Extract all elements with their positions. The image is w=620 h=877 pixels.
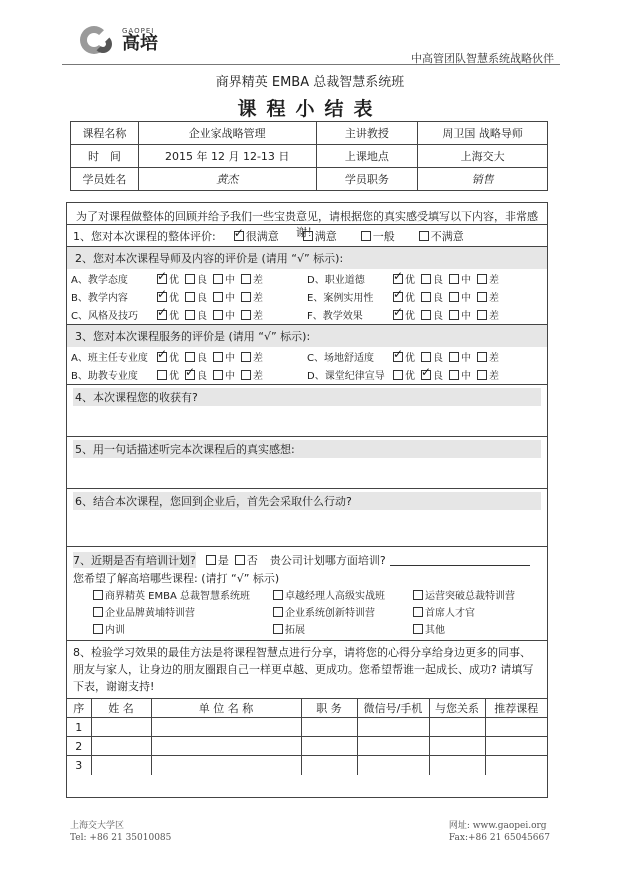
footer-tel: Tel: +86 21 35010085	[70, 833, 172, 843]
q2-rating-label: 优	[169, 275, 179, 286]
program-name: 商界精英 EMBA 总裁智慧系统班	[215, 75, 405, 90]
q2-rating-label: 中	[225, 311, 235, 322]
q2-rating-checkbox[interactable]	[157, 310, 167, 320]
logo-cn: 高培	[122, 32, 158, 54]
course-checkbox[interactable]	[413, 607, 423, 617]
referral-cell[interactable]	[485, 756, 547, 775]
q5-section[interactable]	[67, 437, 547, 489]
q3-rating-checkbox[interactable]	[477, 352, 487, 362]
info-label-position: 学员职务	[316, 168, 418, 191]
q2-rating-checkbox[interactable]	[213, 310, 223, 320]
q2-rating-label: 中	[225, 275, 235, 286]
q3-rating-checkbox[interactable]	[213, 370, 223, 380]
footer-left	[70, 820, 171, 844]
referral-cell[interactable]	[91, 756, 151, 775]
student-name-signature[interactable]: 黄杰	[138, 168, 316, 191]
q3-rating-option[interactable]	[393, 349, 415, 364]
q2-item	[71, 271, 307, 286]
referral-cell[interactable]	[91, 718, 151, 737]
q8-text: 8、检验学习效果的最佳方法是将课程智慧点进行分享，请将您的心得分享给身边更多的同事、朋友与家人，让身边的朋友圈跟自己一样更卓越、更成功。您希望帮谁一起成长、成功? 请填写下表，谢谢支持!	[73, 646, 534, 693]
q2-rating-option[interactable]	[393, 271, 415, 286]
q3-item	[307, 349, 543, 364]
q1-checkbox[interactable]	[361, 231, 371, 241]
q2-rating-label: 差	[253, 275, 263, 286]
q2-rating-checkbox[interactable]	[449, 274, 459, 284]
q7-topic-label: 贵公司计划哪方面培训?	[269, 554, 386, 567]
q3-rating-checkbox[interactable]	[185, 370, 195, 380]
q2-item-label: D、职业道德	[307, 275, 365, 286]
q3-rating-label: 良	[433, 353, 443, 364]
q3-rating-option[interactable]	[185, 367, 207, 382]
q2-rating-checkbox[interactable]	[157, 274, 167, 284]
q2-rating-label: 中	[461, 293, 471, 304]
q7-no-checkbox[interactable]	[235, 555, 245, 565]
info-label-professor: 主讲教授	[316, 122, 418, 145]
q3-rating-checkbox[interactable]	[393, 352, 403, 362]
survey-form	[66, 202, 548, 798]
q1-label: 1、您对本次课程的整体评价:	[73, 229, 216, 243]
course-checkbox[interactable]	[413, 590, 423, 600]
q2-item-label: A、教学态度	[71, 275, 128, 286]
q7-topic-input[interactable]	[390, 554, 530, 566]
q3-item	[307, 367, 543, 382]
q2-rating-label: 差	[253, 293, 263, 304]
q3-item-label: B、助教专业度	[71, 371, 138, 382]
q3-rating-checkbox[interactable]	[241, 352, 251, 362]
referral-cell[interactable]	[429, 718, 485, 737]
q3-item-label: D、课堂纪律宣导	[307, 371, 385, 382]
referral-cell[interactable]	[301, 737, 357, 756]
page-title: 课程小结表	[237, 98, 383, 120]
footer-fax: Fax:+86 21 65045667	[448, 833, 550, 843]
referral-row	[67, 756, 547, 775]
q3-rating-checkbox[interactable]	[157, 352, 167, 362]
q1-checkbox[interactable]	[234, 231, 244, 241]
q2-rating-checkbox[interactable]	[477, 310, 487, 320]
referral-header-cell: 单 位 名 称	[151, 699, 301, 718]
q3-rating-checkbox[interactable]	[393, 370, 403, 380]
q2-rating-option[interactable]	[449, 271, 471, 286]
q2-rating-option[interactable]	[185, 289, 207, 304]
referral-cell[interactable]	[485, 737, 547, 756]
referral-header-row	[67, 699, 547, 718]
course-label: 拓展	[285, 625, 305, 636]
footer-website: 网址: www.gaopei.org	[448, 821, 547, 831]
q2-rating-label: 良	[433, 293, 443, 304]
q6-section[interactable]	[67, 489, 547, 547]
q3-rating-option[interactable]	[213, 367, 235, 382]
info-course-name[interactable]: 企业家战略管理	[138, 122, 316, 145]
q3-item-label: C、场地舒适度	[307, 353, 374, 364]
course-checkbox[interactable]	[273, 590, 283, 600]
q2-rating-checkbox[interactable]	[477, 292, 487, 302]
course-option[interactable]	[93, 621, 267, 636]
info-label-course: 课程名称	[71, 122, 139, 145]
q2-rating-checkbox[interactable]	[241, 310, 251, 320]
q1-row	[67, 225, 547, 247]
q2-grid	[67, 269, 547, 324]
logo-mark-icon	[80, 24, 118, 56]
q4-label: 4、本次课程您的收获有?	[73, 388, 541, 406]
q3-rating-option[interactable]	[393, 367, 415, 382]
course-checkbox[interactable]	[273, 624, 283, 634]
q2-rating-checkbox[interactable]	[157, 292, 167, 302]
referral-header-cell: 与您关系	[429, 699, 485, 718]
course-option[interactable]	[413, 604, 537, 619]
q6-label: 6、结合本次课程，您回到企业后，首先会采取什么行动?	[73, 492, 541, 510]
q2-section	[67, 247, 547, 325]
q1-options	[234, 228, 488, 244]
q3-rating-label: 良	[197, 371, 207, 382]
q2-rating-label: 中	[461, 311, 471, 322]
q2-rating-option[interactable]	[213, 271, 235, 286]
referral-cell[interactable]	[485, 718, 547, 737]
q1-option[interactable]	[361, 228, 395, 244]
student-position-signature[interactable]: 销售	[418, 168, 548, 191]
q2-rating-checkbox[interactable]	[241, 274, 251, 284]
q2-rating-option[interactable]	[421, 307, 443, 322]
q3-rating-checkbox[interactable]	[157, 370, 167, 380]
q3-rating-checkbox[interactable]	[477, 370, 487, 380]
q3-rating-option[interactable]	[157, 367, 179, 382]
q2-rating-label: 优	[405, 275, 415, 286]
q2-rating-label: 良	[433, 275, 443, 286]
course-checkbox[interactable]	[93, 607, 103, 617]
q2-rating-label: 差	[489, 275, 499, 286]
q2-rating-option[interactable]	[213, 289, 235, 304]
q2-rating-label: 差	[489, 293, 499, 304]
q2-rating-option[interactable]	[449, 307, 471, 322]
q2-rating-option[interactable]	[477, 271, 499, 286]
course-options	[73, 587, 541, 636]
course-option[interactable]	[93, 604, 267, 619]
q2-rating-label: 优	[169, 293, 179, 304]
q2-rating-checkbox[interactable]	[421, 292, 431, 302]
footer-campus: 上海交大学区	[70, 821, 125, 831]
q3-rating-label: 中	[225, 353, 235, 364]
q3-rating-checkbox[interactable]	[449, 352, 459, 362]
q2-item-label: B、教学内容	[71, 293, 128, 304]
q2-rating-label: 优	[169, 311, 179, 322]
q2-rating-option[interactable]	[157, 289, 179, 304]
course-label: 首席人才官	[425, 608, 475, 619]
q2-rating-option[interactable]	[477, 289, 499, 304]
course-checkbox[interactable]	[93, 590, 103, 600]
referral-cell[interactable]	[151, 737, 301, 756]
referral-cell[interactable]	[429, 737, 485, 756]
q3-rating-option[interactable]	[477, 349, 499, 364]
q3-rating-label: 差	[253, 353, 263, 364]
q2-item	[71, 307, 307, 322]
course-label: 卓越经理人高级实战班	[285, 591, 385, 602]
q2-rating-option[interactable]	[157, 307, 179, 322]
referral-cell[interactable]	[301, 718, 357, 737]
q3-rating-label: 优	[169, 371, 179, 382]
referral-header-cell: 姓 名	[91, 699, 151, 718]
gaopei-logo	[80, 24, 158, 56]
q1-option[interactable]	[419, 228, 464, 244]
referral-row-number: 1	[67, 718, 91, 737]
referral-header-cell: 推荐课程	[485, 699, 547, 718]
q3-rating-option[interactable]	[241, 367, 263, 382]
referral-cell[interactable]	[357, 718, 429, 737]
referral-cell[interactable]	[357, 737, 429, 756]
q2-rating-checkbox[interactable]	[449, 310, 459, 320]
course-label: 内训	[105, 625, 125, 636]
q3-rating-checkbox[interactable]	[185, 352, 195, 362]
course-label: 运营突破总裁特训营	[425, 591, 515, 602]
q2-rating-option[interactable]	[185, 307, 207, 322]
q3-rating-label: 差	[489, 371, 499, 382]
course-label: 企业品牌黄埔特训营	[105, 608, 195, 619]
q3-rating-label: 优	[405, 353, 415, 364]
q3-rating-checkbox[interactable]	[213, 352, 223, 362]
referral-row	[67, 737, 547, 756]
footer-right	[449, 820, 550, 844]
q3-rating-label: 差	[253, 371, 263, 382]
course-label: 商界精英 EMBA 总裁智慧系统班	[105, 591, 251, 602]
referral-cell[interactable]	[91, 737, 151, 756]
q2-rating-option[interactable]	[241, 289, 263, 304]
q2-rating-checkbox[interactable]	[241, 292, 251, 302]
q3-rating-option[interactable]	[157, 349, 179, 364]
q3-rating-label: 优	[169, 353, 179, 364]
q2-rating-option[interactable]	[157, 271, 179, 286]
q2-rating-option[interactable]	[477, 307, 499, 322]
referral-cell[interactable]	[151, 756, 301, 775]
q2-rating-label: 优	[405, 293, 415, 304]
q2-rating-checkbox[interactable]	[421, 274, 431, 284]
course-option[interactable]	[413, 587, 537, 602]
q3-rating-option[interactable]	[213, 349, 235, 364]
q3-rating-label: 良	[197, 353, 207, 364]
q2-rating-option[interactable]	[241, 271, 263, 286]
q2-rating-label: 差	[253, 311, 263, 322]
course-option[interactable]	[273, 604, 407, 619]
q2-rating-checkbox[interactable]	[421, 310, 431, 320]
q2-rating-option[interactable]	[449, 289, 471, 304]
referral-cell[interactable]	[429, 756, 485, 775]
q2-item-label: F、教学效果	[307, 311, 363, 322]
q3-rating-label: 优	[405, 371, 415, 382]
q3-rating-checkbox[interactable]	[421, 352, 431, 362]
q3-section	[67, 325, 547, 385]
logo-en: GAOPEI	[122, 26, 155, 35]
q2-rating-checkbox[interactable]	[213, 292, 223, 302]
q3-rating-label: 良	[433, 371, 443, 382]
q3-grid	[67, 347, 547, 384]
info-location[interactable]: 上海交大	[418, 145, 548, 168]
info-label-time: 时 间	[71, 145, 139, 168]
q2-rating-option[interactable]	[185, 271, 207, 286]
course-option[interactable]	[273, 621, 407, 636]
q2-rating-checkbox[interactable]	[213, 274, 223, 284]
info-time[interactable]: 2015 年 12 月 12-13 日	[138, 145, 316, 168]
referral-cell[interactable]	[357, 756, 429, 775]
referral-row	[67, 718, 547, 737]
info-professor[interactable]: 周卫国 战略导师	[418, 122, 548, 145]
q2-rating-label: 中	[225, 293, 235, 304]
q2-rating-checkbox[interactable]	[477, 274, 487, 284]
q2-rating-label: 良	[433, 311, 443, 322]
q3-rating-label: 中	[461, 353, 471, 364]
q7-section	[67, 547, 547, 641]
q3-item-label: A、班主任专业度	[71, 353, 148, 364]
q7-yes-label: 是	[217, 554, 229, 567]
q1-option-label: 不满意	[430, 229, 464, 243]
q1-checkbox[interactable]	[303, 231, 313, 241]
q7-wish-label: 您希望了解高培哪些课程: (请打 “√” 标示)	[73, 572, 280, 585]
q2-rating-option[interactable]	[421, 271, 443, 286]
q2-rating-checkbox[interactable]	[185, 274, 195, 284]
q7-yes-checkbox[interactable]	[206, 555, 216, 565]
q2-item	[71, 289, 307, 304]
q3-rating-option[interactable]	[449, 349, 471, 364]
q3-rating-option[interactable]	[421, 367, 443, 382]
q3-item	[71, 367, 307, 382]
q2-rating-checkbox[interactable]	[393, 310, 403, 320]
referral-header-cell: 职 务	[301, 699, 357, 718]
q2-item-label: C、风格及技巧	[71, 311, 138, 322]
q2-item	[307, 289, 543, 304]
q3-rating-label: 差	[489, 353, 499, 364]
referral-row-number: 2	[67, 737, 91, 756]
q5-label: 5、用一句话描述听完本次课程后的真实感想:	[73, 440, 541, 458]
q3-rating-checkbox[interactable]	[241, 370, 251, 380]
q2-rating-label: 良	[197, 293, 207, 304]
q2-rating-checkbox[interactable]	[393, 274, 403, 284]
course-label: 其他	[425, 625, 445, 636]
q3-rating-option[interactable]	[477, 367, 499, 382]
tagline: 中高管团队智慧系统战略伙伴	[411, 52, 554, 65]
referral-header-cell: 微信号/手机	[357, 699, 429, 718]
q3-rating-checkbox[interactable]	[421, 370, 431, 380]
q3-rating-label: 中	[225, 371, 235, 382]
q2-rating-option[interactable]	[241, 307, 263, 322]
q1-option-label: 一般	[372, 229, 395, 243]
q2-rating-label: 差	[489, 311, 499, 322]
q1-option[interactable]	[303, 228, 337, 244]
q2-item-label: E、案例实用性	[307, 293, 374, 304]
referral-header-cell: 序	[67, 699, 91, 718]
q3-rating-label: 中	[461, 371, 471, 382]
course-option[interactable]	[273, 587, 407, 602]
q2-rating-label: 良	[197, 311, 207, 322]
q2-rating-label: 优	[405, 311, 415, 322]
q1-option-label: 满意	[314, 229, 337, 243]
course-info-table	[70, 121, 548, 191]
q1-option[interactable]	[234, 228, 279, 244]
q3-label: 3、您对本次课程服务的评价是 (请用 “√” 标示):	[67, 325, 547, 347]
survey-intro: 为了对课程做整体的回顾并给予我们一些宝贵意见，请根据您的真实感受填写以下内容，非常感谢！	[67, 203, 547, 225]
info-label-location: 上课地点	[316, 145, 418, 168]
q3-rating-option[interactable]	[241, 349, 263, 364]
q7-label: 7、近期是否有培训计划?	[73, 554, 196, 567]
q2-label: 2、您对本次课程导师及内容的评价是 (请用 “√” 标示):	[67, 247, 547, 269]
course-checkbox[interactable]	[413, 624, 423, 634]
q3-rating-option[interactable]	[421, 349, 443, 364]
q2-rating-checkbox[interactable]	[185, 292, 195, 302]
q2-item	[307, 271, 543, 286]
q7-no-label: 否	[246, 554, 258, 567]
q2-rating-checkbox[interactable]	[449, 292, 459, 302]
header-divider	[62, 64, 560, 65]
q2-rating-checkbox[interactable]	[393, 292, 403, 302]
q2-rating-option[interactable]	[421, 289, 443, 304]
q3-rating-option[interactable]	[449, 367, 471, 382]
q1-checkbox[interactable]	[419, 231, 429, 241]
q2-rating-checkbox[interactable]	[185, 310, 195, 320]
q2-rating-option[interactable]	[393, 289, 415, 304]
q3-rating-checkbox[interactable]	[449, 370, 459, 380]
course-label: 企业系统创新特训营	[285, 608, 375, 619]
q2-rating-option[interactable]	[393, 307, 415, 322]
q2-item	[307, 307, 543, 322]
q2-rating-label: 中	[461, 275, 471, 286]
info-label-student: 学员姓名	[71, 168, 139, 191]
q1-option-label: 很满意	[245, 229, 279, 243]
q3-item	[71, 349, 307, 364]
q3-rating-option[interactable]	[185, 349, 207, 364]
referral-cell[interactable]	[151, 718, 301, 737]
course-option[interactable]	[413, 621, 537, 636]
course-option[interactable]	[93, 587, 267, 602]
referral-table	[67, 698, 547, 775]
q2-rating-label: 良	[197, 275, 207, 286]
referral-row-number: 3	[67, 756, 91, 775]
q4-section[interactable]	[67, 385, 547, 437]
referral-cell[interactable]	[301, 756, 357, 775]
course-checkbox[interactable]	[273, 607, 283, 617]
q2-rating-option[interactable]	[213, 307, 235, 322]
course-checkbox[interactable]	[93, 624, 103, 634]
